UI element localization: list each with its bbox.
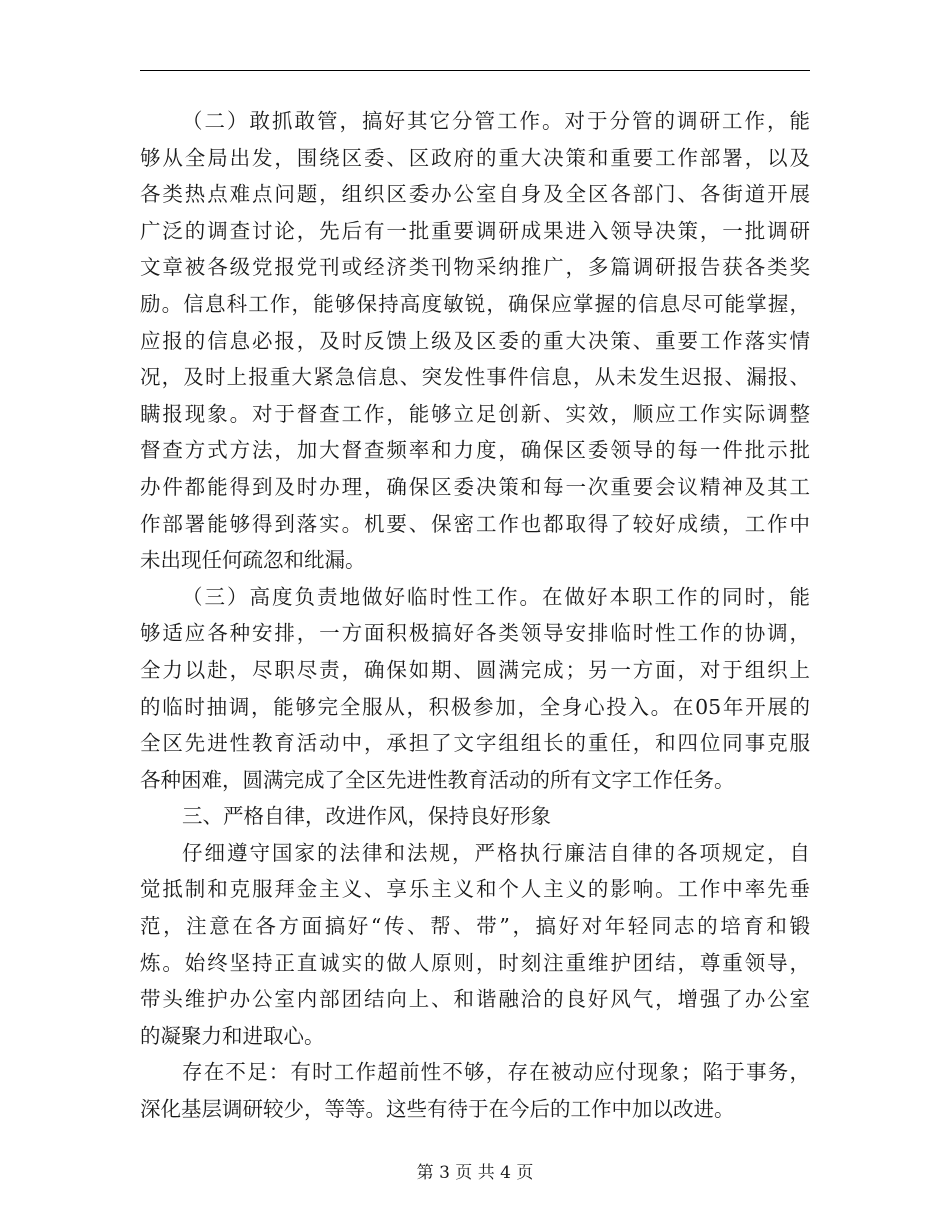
paragraph-line: 带头维护办公室内部团结向上、和谐融洽的良好风气，增强了办公室 [140,987,810,1012]
paragraph-line: 广泛的调查讨论，先后有一批重要调研成果进入领导决策，一批调研 [140,218,810,243]
paragraph-line: 未出现任何疏忽和纰漏。 [140,548,366,573]
paragraph-line: 督查方式方法，加大督查频率和力度，确保区委领导的每一件批示批 [140,438,810,463]
paragraph-line: 各类热点难点问题，组织区委办公室自身及全区各部门、各街道开展 [140,182,810,207]
paragraph-line: 励。信息科工作，能够保持高度敏锐，确保应掌握的信息尽可能掌握， [140,291,810,316]
paragraph-line: 作部署能够得到落实。机要、保密工作也都取得了较好成绩，工作中 [140,511,810,536]
paragraph-line: （二）敢抓敢管，搞好其它分管工作。对于分管的调研工作，能 [182,109,810,133]
paragraph-line: 瞒报现象。对于督查工作，能够立足创新、实效，顺应工作实际调整 [140,401,810,426]
paragraph-line: 的凝聚力和进取心。 [140,1023,325,1048]
header-rule [140,70,810,71]
paragraph-line: 全区先进性教育活动中，承担了文字组组长的重任，和四位同事克服 [140,731,810,756]
paragraph-line: 全力以赴，尽职尽责，确保如期、圆满完成；另一方面，对于组织上 [140,657,810,682]
page-number: 第 3 页 共 4 页 [416,1163,534,1183]
paragraph-line: （三）高度负责地做好临时性工作。在做好本职工作的同时，能 [182,584,810,609]
paragraph-line: 况，及时上报重大紧急信息、突发性事件信息，从未发生迟报、漏报、 [140,365,810,390]
paragraph-line: 仔细遵守国家的法律和法规，严格执行廉洁自律的各项规定，自 [182,840,810,865]
paragraph-line: 应报的信息必报，及时反馈上级及区委的重大决策、重要工作落实情 [140,328,810,353]
paragraph-line: 各种困难，圆满完成了全区先进性教育活动的所有文字工作任务。 [140,767,735,792]
paragraph-line: 存在不足：有时工作超前性不够，存在被动应付现象；陷于事务， [182,1060,810,1085]
paragraph-line: 文章被各级党报党刊或经济类刊物采纳推广，多篇调研报告获各类奖 [140,255,810,280]
paragraph-line: 的临时抽调，能够完全服从，积极参加，全身心投入。在05年开展的 [140,694,810,719]
paragraph-line: 够从全局出发，围绕区委、区政府的重大决策和重要工作部署，以及 [140,145,810,170]
paragraph-line: 深化基层调研较少，等等。这些有待于在今后的工作中加以改进。 [140,1097,735,1122]
paragraph-line: 范，注意在各方面搞好“传、帮、带”，搞好对年轻同志的培育和锻 [140,914,810,939]
document-body [140,103,810,1128]
paragraph-line: 觉抵制和克服拜金主义、享乐主义和个人主义的影响。工作中率先垂 [140,877,810,902]
paragraph-line: 办件都能得到及时办理，确保区委决策和每一次重要会议精神及其工 [140,474,810,499]
paragraph-line: 炼。始终坚持正直诚实的做人原则，时刻注重维护团结，尊重领导， [140,950,810,975]
section-heading: 三、严格自律，改进作风，保持良好形象 [182,804,551,829]
paragraph-line: 够适应各种安排，一方面积极搞好各类领导安排临时性工作的协调， [140,621,810,646]
